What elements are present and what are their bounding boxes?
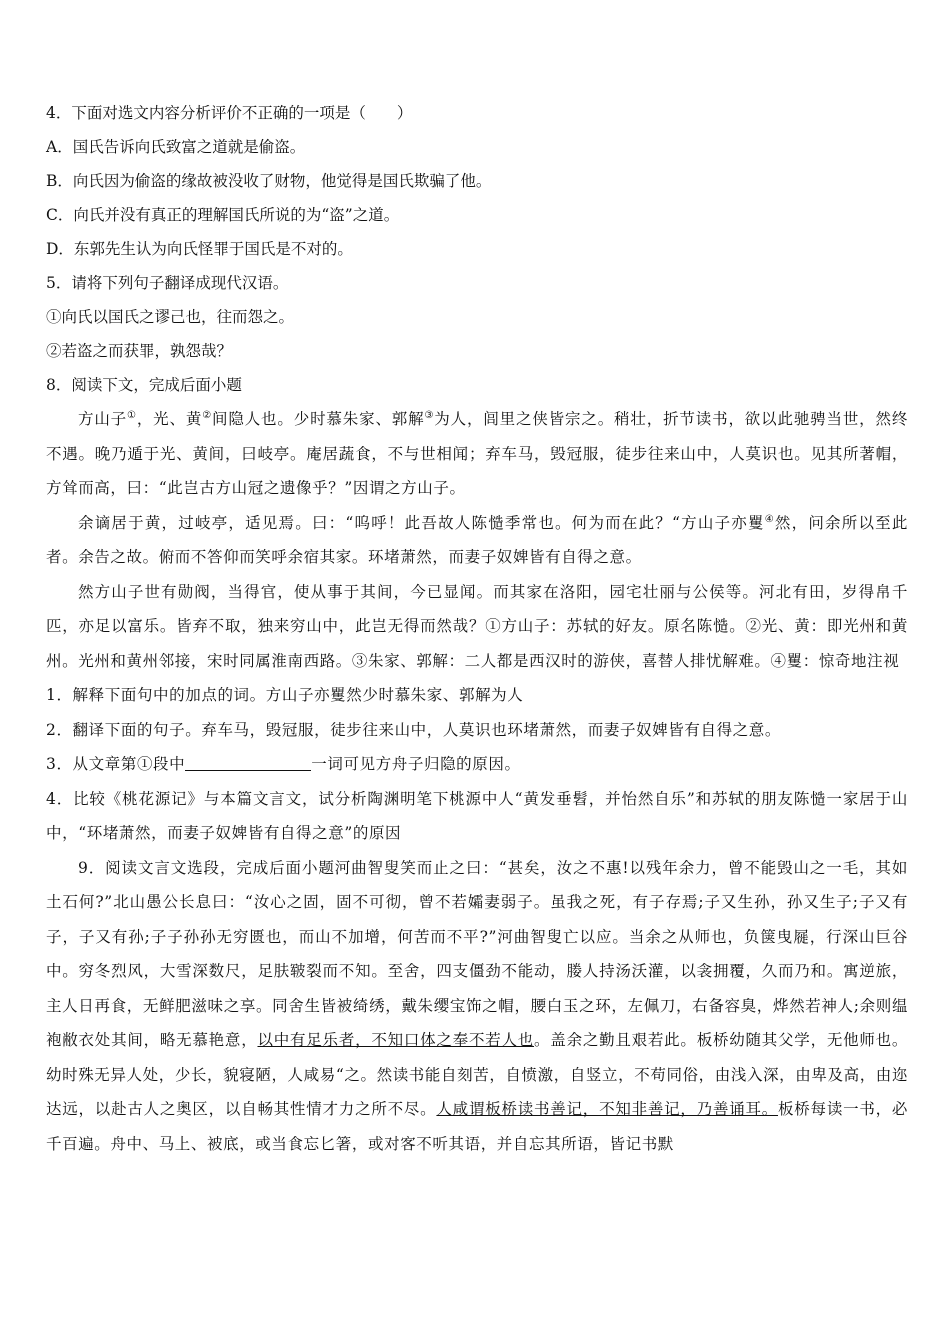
q8-paragraph-1 — [46, 402, 908, 506]
q8-q3-text-after: 一词可见方舟子归隐的原因。 — [311, 755, 521, 773]
q8-p1-text-c: 间隐人也。少时慕朱家、郭解 — [212, 410, 425, 428]
q8-p1-text-d: 为人，闾里之侠皆宗之。稍壮，折节读书，欲以此驰骋当世，然终不遇。晚乃遁于光、黄间，曰岐亭。庵居蔬食，不与世相闻；弃车马，毁冠服，徒步往来山中，人莫识也。见其所著帽，方耸而高，曰：“此岂古方山冠之遗像乎？”因谓之方山子。 — [46, 410, 908, 497]
q8-q3-text-before: 3．从文章第①段中 — [46, 755, 186, 773]
q9-text-a: 9．阅读文言文选段，完成后面小题河曲智叟笑而止之曰：“甚矣，汝之不惠!以残年余力，曾不能毁山之一毛，其如土石何?”北山愚公长息曰：“汝心之固，固不可彻，曾不若孀妻弱子。虽我之死，有子存焉;子又生孙，孙又生子;子又有子，子又有孙;子子孙孙无穷匮也，而山不加增，何苦而不平?”河曲智叟亡以应。当余之从师也，负箧曳屣，行深山巨谷中。穷冬烈风，大雪深数尺，足肤皲裂而不知。至舍，四支僵劲不能动，媵人持汤沃灌，以衾拥覆，久而乃和。寓逆旅，主人日再食，无鲜肥滋味之享。同舍生皆被绮绣，戴朱缨宝饰之帽，腰白玉之环，左佩刀，右备容臭，烨然若神人;余则缊袍敝衣处其间，略无慕艳意， — [46, 858, 908, 1049]
q5-stem: 5．请将下列句子翻译成现代汉语。 — [46, 274, 289, 292]
footnote-ref-1: ① — [127, 409, 137, 421]
answer-blank — [185, 752, 311, 771]
q4-option-d: D．东郭先生认为向氏怪罪于国氏是不对的。 — [46, 240, 353, 258]
q8-paragraph-2 — [46, 506, 908, 575]
q8-p2-text-b: 然，问余所以至此者。余告之故。俯而不答仰而笑呼余宿其家。环堵萧然，而妻子奴婢皆有自得之意。 — [46, 513, 908, 566]
q4-option-a: A．国氏告诉向氏致富之道就是偷盗。 — [46, 138, 306, 156]
q9-underlined-sentence-2: 人咸谓板桥读书善记，不知非善记，乃善诵耳。 — [436, 1100, 779, 1118]
footnote-ref-4: ④ — [764, 513, 775, 525]
q8-p1-text-b: ，光、黄 — [136, 410, 203, 428]
q8-question-1: 1．解释下面句中的加点的词。方山子亦矍然少时慕朱家、郭解为人 — [46, 686, 524, 704]
q8-p1-text-a: 方山子 — [78, 410, 128, 428]
q9-text-c: 板桥每读一书，必千百遍。舟中、马上、被底，或当食忘匕箸，或对客不听其语，并自忘其所语，皆记书默 — [46, 1100, 908, 1153]
document-page — [46, 96, 908, 1161]
q8-heading: 8．阅读下文，完成后面小题 — [46, 376, 242, 394]
q8-question-2: 2．翻译下面的句子。弃车马，毁冠服，徒步往来山中，人莫识也环堵萧然，而妻子奴婢皆有自得之意。 — [46, 720, 781, 739]
q9-text-b: 。盖余之勤且艰若此。板桥幼随其父学，无他师也。幼时殊无异人处，少长，貌寝陋，人咸易“之。然读书能自刻苦，自愤激，自竖立，不苟同俗，由浅入深，由卑及高，由迩达远，以赴古人之奥区，以自畅其性情才力之所不尽。 — [46, 1031, 909, 1118]
q4-option-b: B．向氏因为偷盗的缘故被没收了财物，他觉得是国氏欺骗了他。 — [46, 172, 492, 190]
q4-option-c: C．向氏并没有真正的理解国氏所说的为“盗”之道。 — [46, 206, 400, 224]
q8-question-3 — [46, 747, 908, 782]
q8-p2-text-a: 余谪居于黄，过岐亭，适见焉。曰：“呜呼！此吾故人陈慥季常也。何为而在此？“方山子亦矍 — [78, 513, 765, 532]
q4-stem: 4．下面对选文内容分析评价不正确的一项是（ ） — [46, 104, 413, 122]
q5-item-2: ②若盗之而获罪，孰怨哉？ — [46, 342, 233, 360]
q9-underlined-sentence-1: 以中有足乐者，不知口体之奉不若人也 — [257, 1031, 535, 1049]
q8-paragraph-3: 然方山子世有勋阀，当得官，使从事于其间，今已显闻。而其家在洛阳，园宅壮丽与公侯等。河北有田，岁得帛千匹，亦足以富乐。皆弃不取，独来穷山中，此岂无得而然哉？①方山子：苏轼的好友。原名陈慥。②光、黄：即光州和黄州。光州和黄州邻接，宋时同属淮南西路。③朱家、郭解：二人都是西汉时的游侠，喜替人排忧解难。④矍：惊奇地注视 — [46, 582, 908, 670]
q9-passage — [46, 851, 908, 1162]
q8-question-4: 4．比较《桃花源记》与本篇文言文，试分析陶渊明笔下桃源中人“黄发垂髫，并怡然自乐”和苏轼的朋友陈慥一家居于山中，“环堵萧然，而妻子奴婢皆有自得之意”的原因 — [46, 789, 908, 842]
footnote-ref-2: ② — [202, 409, 213, 421]
footnote-ref-3: ③ — [424, 409, 435, 421]
q5-item-1: ①向氏以国氏之谬己也，往而怨之。 — [46, 308, 295, 326]
